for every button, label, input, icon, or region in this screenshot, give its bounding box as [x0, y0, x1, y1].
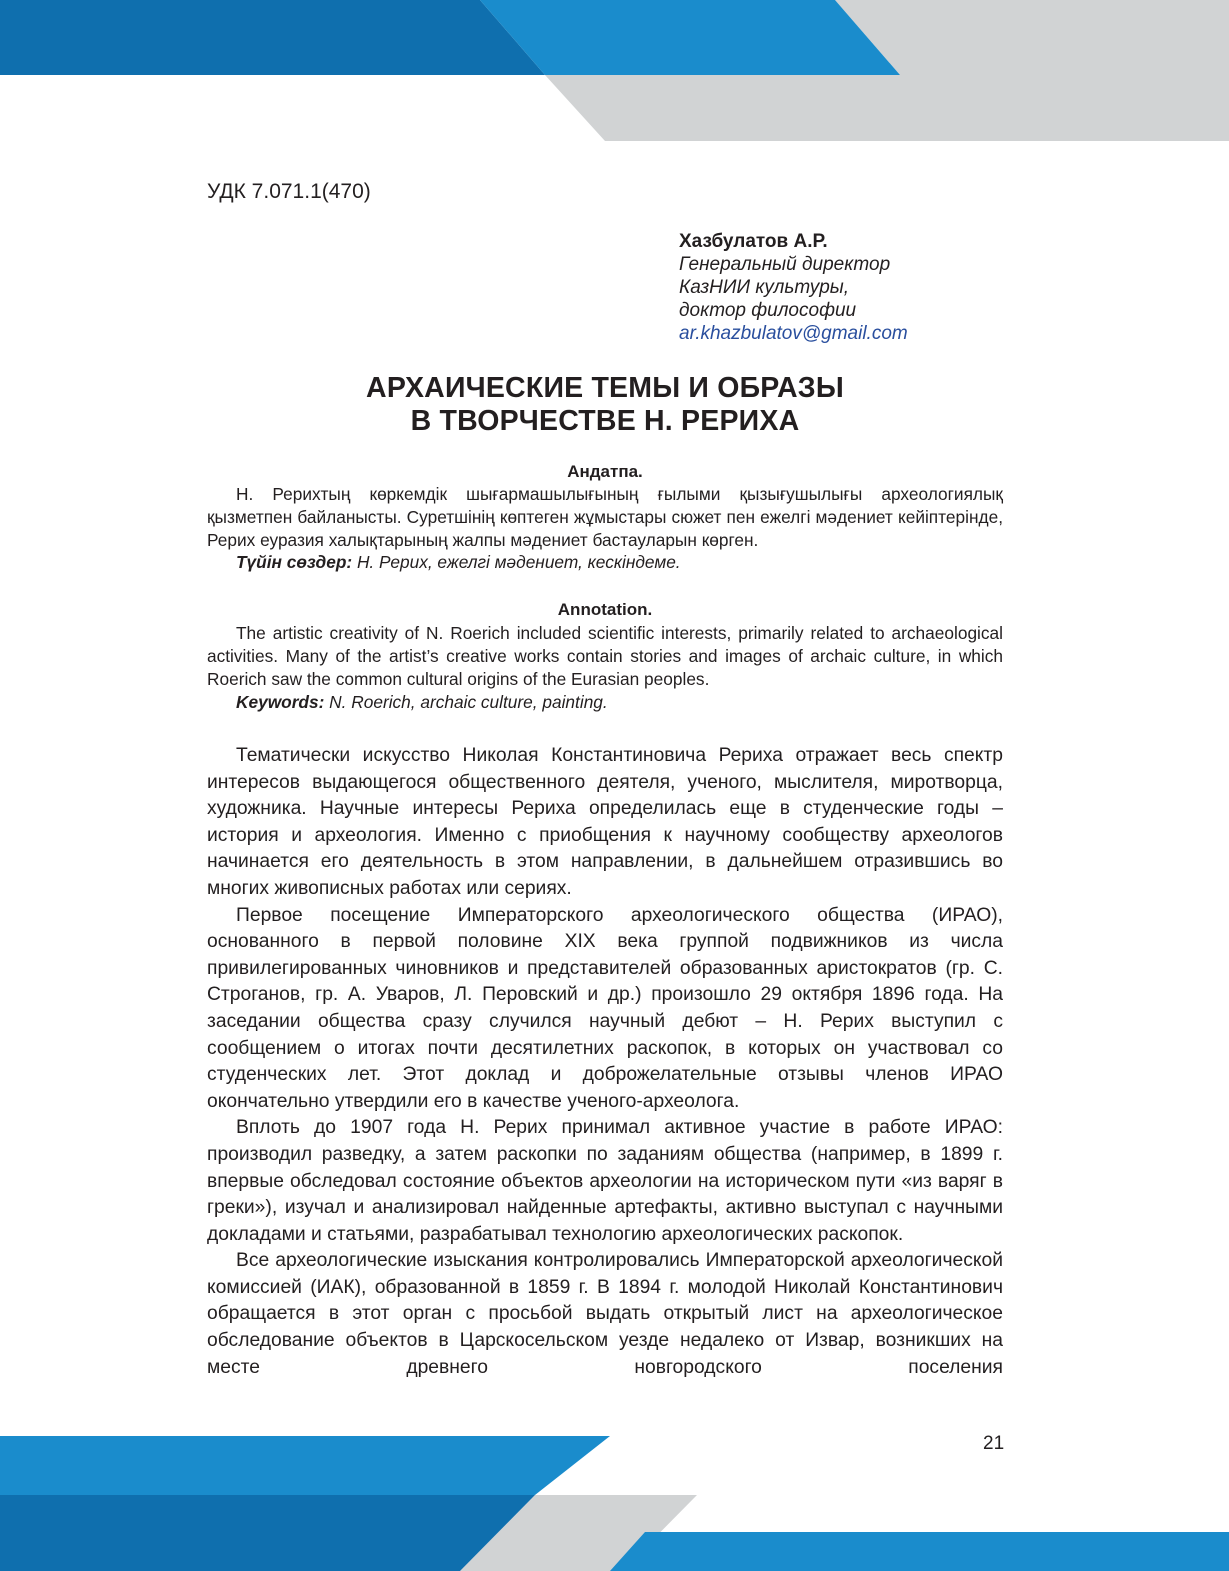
keywords-kz	[236, 552, 681, 573]
keywords-en-label: Keywords:	[236, 692, 325, 712]
author-degree: доктор философии	[679, 300, 857, 321]
udk-code: УДК 7.071.1(470)	[207, 180, 371, 203]
article-title	[207, 372, 1003, 438]
body-paragraph-4: Все археологические изыскания контролировались Императорской археологической комиссией (ИАК), образованной в 1859 г. В 1894 г. молодой Николай Константинович обращается в этот орган с просьбой выдать открытый лист на археологическое обследование объектов в Царскосельском уезде недалеко от Извар, возникших на месте древнего новгородского поселения	[207, 1250, 1003, 1378]
author-email[interactable]: ar.khazbulatov@gmail.com	[679, 323, 908, 344]
abstract-kz-heading: Андатпа.	[567, 462, 643, 481]
keywords-kz-label: Түйін сөздер:	[236, 552, 353, 572]
keywords-en-values: N. Roerich, archaic culture, painting.	[324, 692, 608, 712]
body-paragraph-1: Тематически искусство Николая Константиновича Рериха отражает весь спектр интересов выдающегося общественного деятеля, ученого, мыслителя, миротворца, художника. Научные интересы Рериха определилась еще в студенческие годы – история и археология. Именно с приобщения к научному сообществу археологов начинается его деятельность в этом направлении, в дальнейшем отразившись во многих живописных работах или сериях.	[207, 745, 1003, 899]
header-decoration	[0, 0, 1229, 145]
body-paragraph-3: Вплоть до 1907 года Н. Рерих принимал активное участие в работе ИРАО: производил разведку, а затем раскопки по заданиям общества (например, в 1899 г. впервые обследовал состояние объектов археологии на историческом пути «из варяг в греки»), изучал и анализировал найденные артефакты, активно выступал с научными докладами и статьями, разрабатывал технологию археологических раскопок.	[207, 1117, 1003, 1245]
title-line-1: АРХАИЧЕСКИЕ ТЕМЫ И ОБРАЗЫ	[366, 372, 844, 404]
author-block	[679, 230, 908, 345]
title-line-2: В ТВОРЧЕСТВЕ Н. РЕРИХА	[410, 405, 800, 437]
author-organization: КазНИИ культуры,	[679, 277, 850, 298]
abstract-kz-paragraph: Н. Рерихтың көркемдік шығармашылығының ғылыми қызығушылығы археологиялық қызметпен байланысты. Суретшінің көптеген жұмыстары сюжет пен ежелгі мәдениет кейіптерінде, Рерих еуразия халықтарының жалпы мәдениет бастауларын көрген.	[207, 484, 1003, 550]
keywords-kz-values: Н. Рерих, ежелгі мәдениет, кескіндеме.	[352, 552, 681, 572]
abstract-kz-text	[207, 483, 1003, 552]
body-paragraph-2: Первое посещение Императорского археологического общества (ИРАО), основанного в первой половине XIX века группой подвижников из числа привилегированных чиновников и представителей образованных аристократов (гр. С. Строганов, гр. А. Уваров, Л. Перовский и др.) произошло 29 октября 1896 года. На заседании общества сразу случился научный дебют – Н. Рерих выступил с сообщением о итогах почти десятилетних раскопок, в которых он участвовал со студенческих лет. Этот доклад и доброжелательные отзывы членов ИРАО окончательно утвердили его в качестве ученого-археолога.	[207, 904, 1003, 1112]
author-name: Хазбулатов А.Р.	[679, 231, 828, 252]
article-body	[207, 743, 1003, 1381]
keywords-en	[236, 692, 608, 713]
abstract-en-paragraph: The artistic creativity of N. Roerich included scientific interests, primarily related to archaeological activities. Many of the artist’s creative works contain stories and images of archaic culture, in which Roerich saw the common cultural origins of the Eurasian peoples.	[207, 623, 1003, 689]
author-position: Генеральный директор	[679, 254, 891, 275]
page-number: 21	[983, 1433, 1005, 1454]
abstract-en-text	[207, 622, 1003, 691]
abstract-en-heading: Annotation.	[557, 600, 653, 619]
